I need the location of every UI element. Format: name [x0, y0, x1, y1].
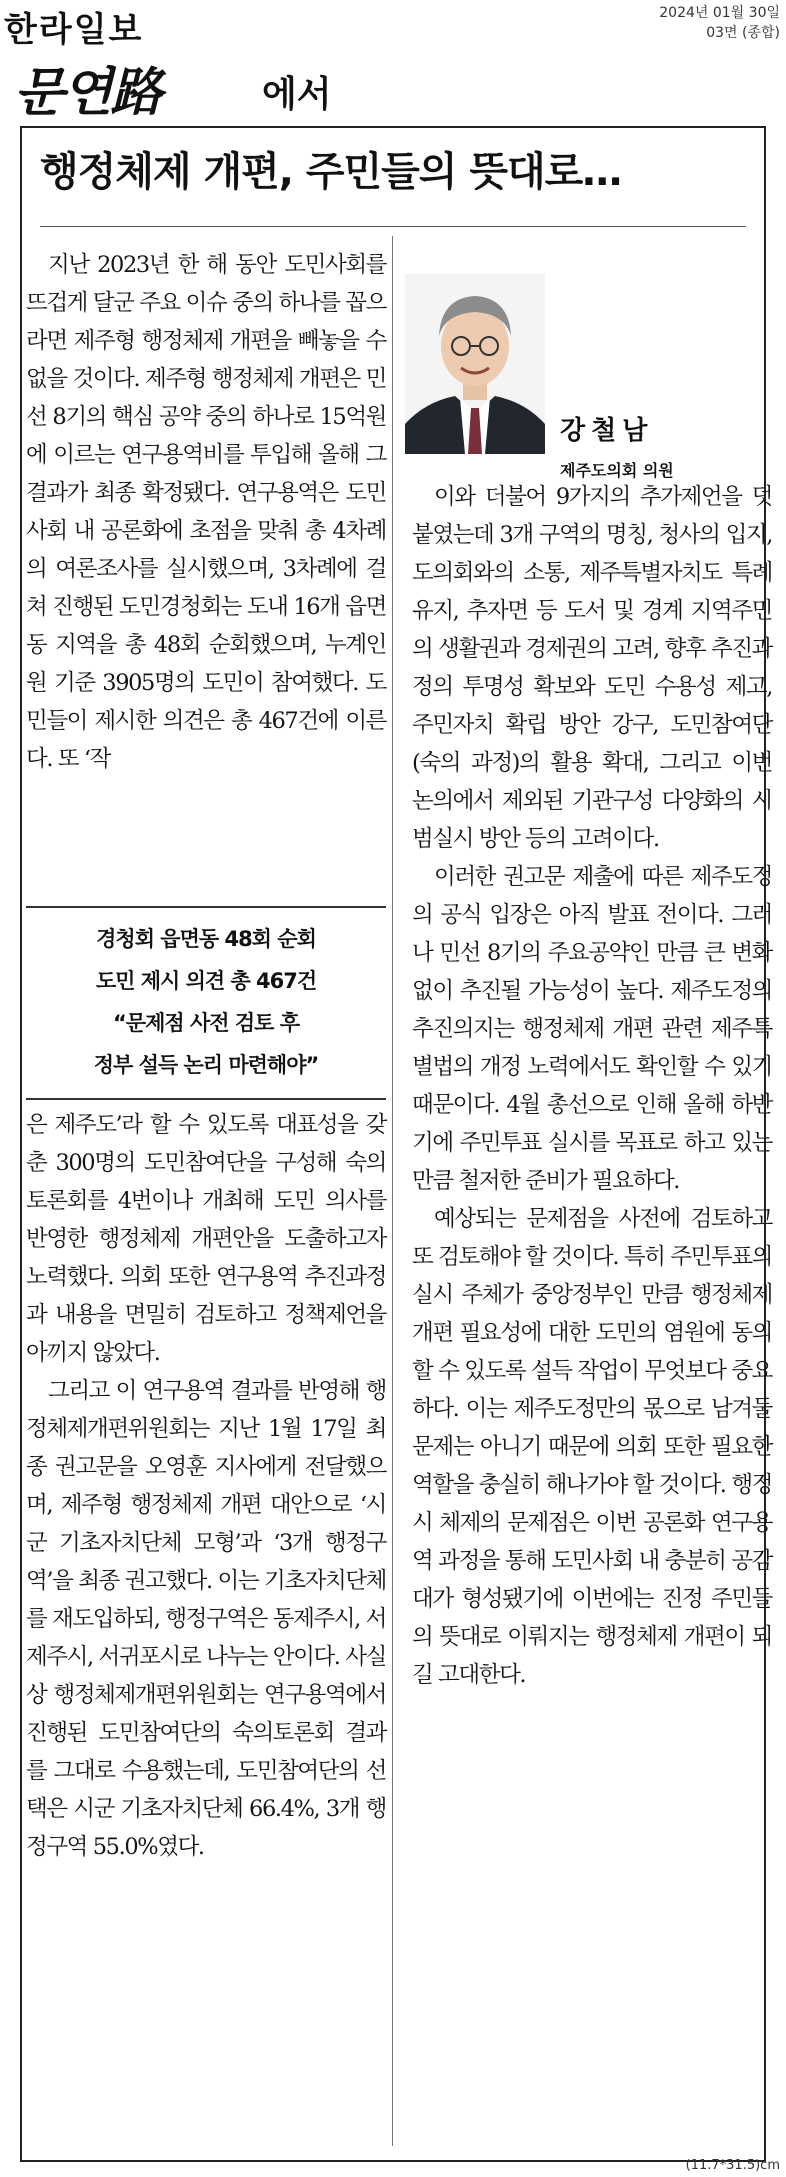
column-logo-suffix: 에서: [262, 74, 332, 115]
author-photo: [405, 274, 545, 454]
body-paragraph: 예상되는 문제점을 사전에 검토하고 또 검토해야 할 것이다. 특히 주민투표의 실시 주체가 중앙정부인 만큼 행정체제 개편 필요성에 대한 도민의 염원에 동의할 수 있도록 설득 작업이 무엇보다 중요하다. 이는 제주도정만의 몫으로 남겨둘 문제는 아니기 때문에 의회 또한 필요한 역할을 충실히 해나가야 할 것이다. 행정시 체제의 문제점은 이번 공론화 연구용역 과정을 통해 도민사회 내 충분히 공감대가 형성됐기에 이번에는 진정 주민들의 뜻대로 이뤄지는 행정체제 개편이 되길 고대한다.: [412, 1206, 772, 1688]
body-column-left-top: [26, 246, 386, 896]
pull-quote-line: 경청회 읍면동 48회 순회: [96, 927, 316, 951]
article-headline: 행정체제 개편, 주민들의 뜻대로…: [40, 149, 622, 195]
page-section: 03면 (종합): [706, 25, 780, 41]
author-name: 강철남: [560, 416, 654, 446]
body-paragraph: 그리고 이 연구용역 결과를 반영해 행정체제개편위원회는 지난 1월 17일 최종 권고문을 오영훈 지사에게 전달했으며, 제주형 행정체제 개편 대안으로 ‘시군 기초자치단체 모형’과 ‘3개 행정구역’을 최종 권고했다. 이는 기초자치단체를 재도입하되, 행정구역은 동제주시, 서제주시, 서귀포시로 나누는 안이다. 사실상 행정체제개편위원회는 연구용역에서 진행된 도민참여단의 숙의토론회 결과를 그대로 수용했는데, 도민참여단의 선택은 시군 기초자치단체 66.4%, 3개 행정구역 55.0%였다.: [26, 1378, 386, 1860]
body-paragraph: 이러한 권고문 제출에 따른 제주도정의 공식 입장은 아직 발표 전이다. 그러나 민선 8기의 주요공약인 만큼 큰 변화없이 추진될 가능성이 높다. 제주도정의 추진의지는 행정체제 개편 관련 제주특별법의 개정 노력에서도 확인할 수 있기 때문이다. 4월 총선으로 인해 올해 하반기에 주민투표 실시를 목표로 하고 있는 만큼 철저한 준비가 필요하다.: [412, 864, 772, 1194]
headline-divider: [40, 226, 746, 227]
pull-quote-line: 정부 설득 논리 마련해야”: [93, 1053, 319, 1077]
publication-date: 2024년 01월 30일: [659, 5, 780, 21]
body-column-left-bottom: [26, 1106, 386, 1866]
pull-quote-box: [26, 906, 386, 1100]
body-paragraph: 이와 더불어 9가지의 추가제언을 덧붙였는데 3개 구역의 명칭, 청사의 입지, 도의회와의 소통, 제주특별자치도 특례 유지, 추자면 등 도서 및 경계 지역주민의 생활권과 경제권의 고려, 향후 추진과정의 투명성 확보와 도민 수용성 제고, 주민자치 확립 방안 강구, 도민참여단(숙의 과정)의 활용 확대, 그리고 이번 논의에서 제외된 기관구성 다양화의 시범실시 방안 등의 고려이다.: [412, 484, 772, 852]
column-logo: 문연路: [14, 63, 161, 123]
pull-quote-line: “문제점 사전 검토 후: [112, 1011, 300, 1035]
author-portrait-illustration: [405, 274, 545, 454]
body-column-right: [412, 478, 772, 1694]
body-paragraph: 지난 2023년 한 해 동안 도민사회를 뜨겁게 달군 주요 이슈 중의 하나를 꼽으라면 제주형 행정체제 개편을 빼놓을 수 없을 것이다. 제주형 행정체제 개편은 민선 8기의 핵심 공약 중의 하나로 15억원에 이르는 연구용역비를 투입해 올해 그 결과가 최종 확정됐다. 연구용역은 도민사회 내 공론화에 초점을 맞춰 총 4차례의 여론조사를 실시했으며, 3차례에 걸쳐 진행된 도민경청회는 도내 16개 읍면동 지역을 총 48회 순회했으며, 누계인원 기준 3905명의 도민이 참여했다. 도민들이 제시한 의견은 총 467건에 이른다. 또 ‘작: [26, 252, 386, 772]
newspaper-name: 한라일보: [4, 10, 144, 50]
pull-quote-line: 도민 제시 의견 총 467건: [95, 969, 317, 993]
column-divider: [392, 236, 393, 2146]
author-title: 제주도의회 의원: [560, 461, 674, 480]
body-paragraph: 은 제주도’라 할 수 있도록 대표성을 갖춘 300명의 도민참여단을 구성해 숙의 토론회를 4번이나 개최해 도민 의사를 반영한 행정체제 개편안을 도출하고자 노력했다. 의회 또한 연구용역 추진과정과 내용을 면밀히 검토하고 정책제언을 아끼지 않았다.: [26, 1112, 386, 1366]
clipping-size: (11.7*31.5)cm: [685, 2158, 780, 2173]
masthead: [0, 0, 786, 128]
